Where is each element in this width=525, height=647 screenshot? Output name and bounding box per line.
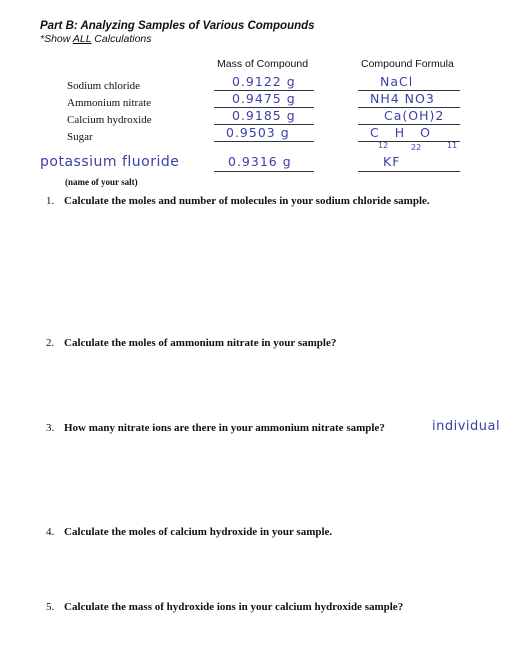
formula-value-sugar: C H O <box>370 125 436 140</box>
sugar-subscript-o: 11 <box>447 141 458 150</box>
formula-line <box>358 171 460 172</box>
mass-line <box>214 141 314 142</box>
salt-mass-value: 0.9316 g <box>228 154 292 169</box>
question-number: 4. <box>46 526 55 538</box>
instructions-emphasis: ALL <box>72 33 92 45</box>
question-number: 3. <box>46 422 55 434</box>
question-text: Calculate the mass of hydroxide ions in your calcium hydroxide sample? <box>64 601 404 613</box>
handwritten-note-individual: individual <box>432 419 501 434</box>
question-text: Calculate the moles of ammonium nitrate in your sample? <box>64 337 337 349</box>
compound-name-sugar: Sugar <box>67 131 93 143</box>
question-number: 5. <box>46 601 55 613</box>
formula-value-ammonium-nitrate: NH4 NO3 <box>370 91 435 106</box>
question-text: How many nitrate ions are there in your ammonium nitrate sample? <box>64 422 385 434</box>
formula-value-calcium-hydroxide: Ca(OH)2 <box>384 108 445 123</box>
compound-name-sodium-chloride: Sodium chloride <box>67 80 141 92</box>
question-number: 1. <box>46 195 55 207</box>
compound-name-ammonium-nitrate: Ammonium nitrate <box>67 97 152 109</box>
question-2 <box>46 337 336 349</box>
sugar-subscript-c: 12 <box>378 141 389 150</box>
formula-column-header: Compound Formula <box>361 58 454 70</box>
question-3 <box>46 422 385 434</box>
question-number: 2. <box>46 337 55 349</box>
mass-value-ammonium-nitrate: 0.9475 g <box>232 91 296 106</box>
salt-formula-value: KF <box>383 154 401 169</box>
question-1 <box>46 195 430 207</box>
mass-column-header: Mass of Compound <box>217 58 309 70</box>
page-title: Part B: Analyzing Samples of Various Compounds <box>40 20 315 32</box>
instructions <box>40 33 152 45</box>
mass-value-calcium-hydroxide: 0.9185 g <box>232 108 296 123</box>
sugar-subscript-h: 22 <box>411 143 422 152</box>
formula-value-sodium-chloride: NaCl <box>380 74 414 89</box>
instructions-prefix: *Show <box>40 33 73 45</box>
question-text: Calculate the moles and number of molecules in your sodium chloride sample. <box>64 195 430 207</box>
compound-name-calcium-hydroxide: Calcium hydroxide <box>67 114 152 126</box>
question-4 <box>46 526 332 538</box>
salt-caption: (name of your salt) <box>65 177 138 187</box>
mass-value-sugar: 0.9503 g <box>226 125 290 140</box>
question-5 <box>46 601 403 613</box>
mass-value-sodium-chloride: 0.9122 g <box>232 74 296 89</box>
mass-line <box>214 171 314 172</box>
formula-line <box>358 141 460 142</box>
salt-name-value: potassium fluoride <box>40 154 180 170</box>
instructions-suffix: Calculations <box>91 33 152 45</box>
question-text: Calculate the moles of calcium hydroxide in your sample. <box>64 526 333 538</box>
